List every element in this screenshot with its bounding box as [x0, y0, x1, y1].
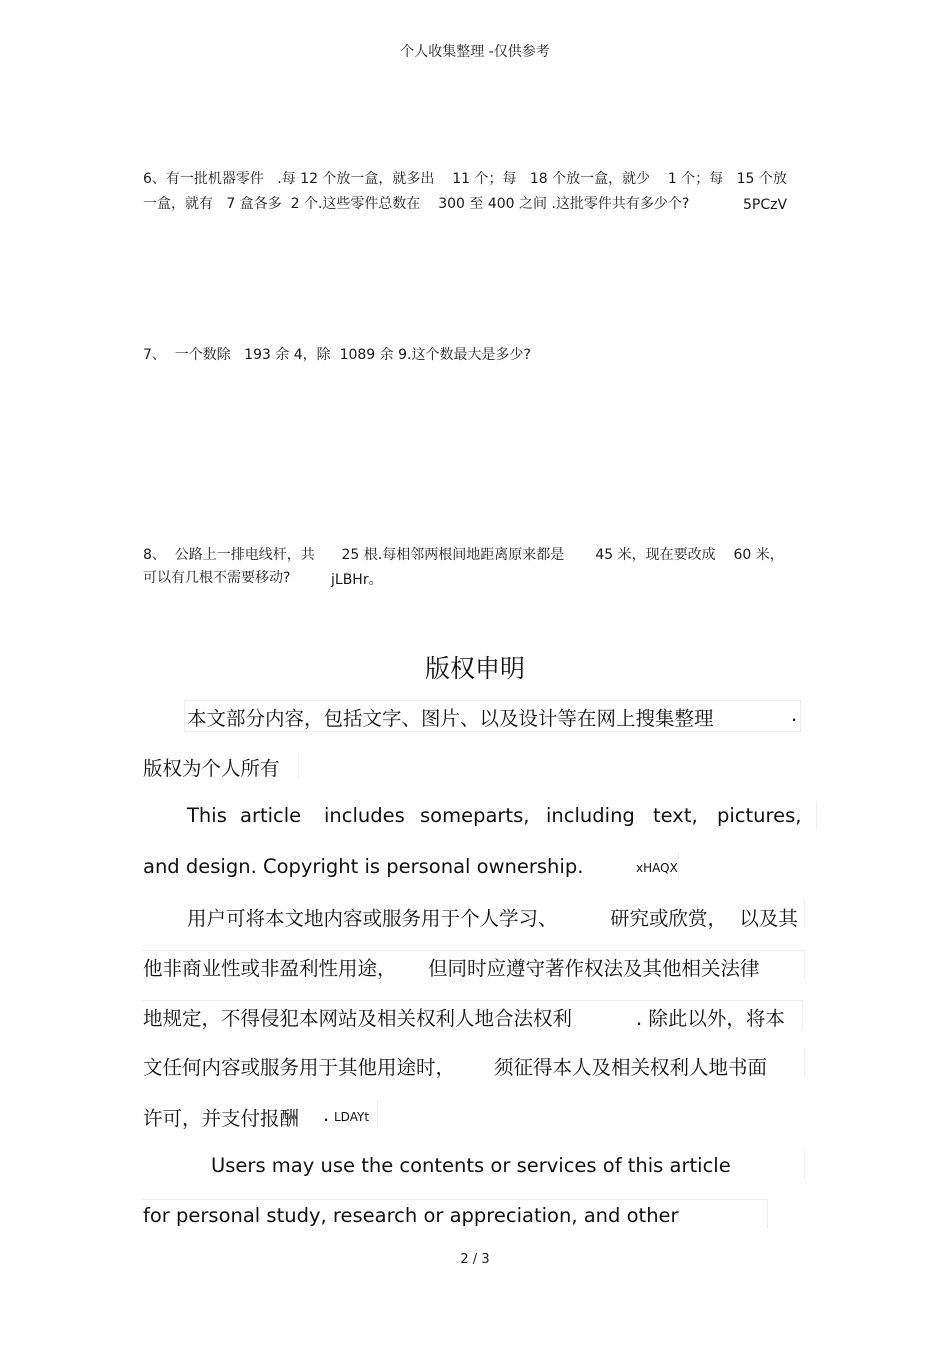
- en1-word: includes: [324, 804, 405, 827]
- en1-word: pictures,: [717, 804, 802, 827]
- copyright-title: 版权申明: [424, 654, 525, 683]
- text-box-outline: [804, 900, 805, 928]
- copyright-cn2-line-2b: 但同时应遵守著作权法及其他相关法律: [428, 957, 760, 980]
- en1-word: article: [240, 804, 302, 827]
- copyright-en2-line-1: Users may use the contents or services of this article: [211, 1154, 731, 1177]
- question-8-code: jLBHr。: [331, 572, 383, 588]
- copyright-cn1-line-1: 本文部分内容，包括文字、图片、以及设计等在网上搜集整理: [187, 707, 714, 730]
- copyright-cn2-line-1b: 研究或欣赏， 以及其: [610, 907, 798, 930]
- en1-word: This: [187, 804, 227, 827]
- text-box-outline: [142, 1199, 768, 1228]
- question-6-line-1: 6、有一批机器零件 .每 12 个放一盒，就多出 11 个；每 18 个放一盒，就少 1 个；每 15 个放: [143, 171, 787, 187]
- copyright-cn2-line-3b: . 除此以外，将本: [636, 1007, 785, 1030]
- en1-word: text,: [653, 804, 698, 827]
- copyright-en2-line-2: for personal study, research or appreciation, and other: [143, 1204, 679, 1227]
- copyright-en1-line-2: and design. Copyright is personal ownership.: [143, 855, 584, 878]
- question-8-line-1: 8、 公路上一排电线杆，共 25 根.每相邻两根间地距离原来都是 45 米，现在要改成 60 米，: [143, 547, 784, 563]
- copyright-cn2-line-1a: 用户可将本文地内容或服务用于个人学习、: [187, 907, 558, 930]
- copyright-cn2-line-5: 许可，并支付报酬: [143, 1107, 300, 1130]
- question-6-line-2: 一盒，就有 7 盒各多 2 个.这些零件总数在 300 至 400 之间 .这批零件共有多少个?: [143, 196, 690, 212]
- text-box-outline: [142, 1000, 803, 1029]
- copyright-cn2-line-2a: 他非商业性或非盈利性用途，: [143, 957, 397, 980]
- page-number: 2 / 3: [460, 1252, 490, 1267]
- text-box-outline: [804, 1049, 805, 1077]
- en1-word: someparts,: [420, 804, 530, 827]
- text-box-outline: [816, 801, 817, 829]
- copyright-cn1-line-2: 版权为个人所有: [143, 757, 280, 780]
- copyright-cn1-dot: .: [791, 703, 798, 726]
- copyright-en1-code: xHAQX: [636, 861, 678, 875]
- question-7-line-1: 7、 一个数除 193 余 4，除 1089 余 9.这个数最大是多少?: [143, 347, 531, 363]
- en1-word: including: [546, 804, 635, 827]
- copyright-cn2-line-4a: 文任何内容或服务用于其他用途时，: [143, 1056, 456, 1079]
- page-header: 个人收集整理 -仅供参考: [400, 44, 550, 60]
- text-box-outline: [804, 1151, 805, 1179]
- copyright-cn2-code-dot: .: [323, 1103, 330, 1126]
- copyright-cn2-line-4b: 须征得本人及相关权利人地书面: [494, 1056, 768, 1079]
- question-8-line-2: 可以有几根不需要移动?: [143, 570, 291, 586]
- text-box-outline: [377, 1100, 378, 1128]
- question-6-code: 5PCzV: [743, 197, 788, 213]
- text-box-outline: [142, 950, 805, 979]
- copyright-cn2-line-3a: 地规定，不得侵犯本网站及相关权利人地合法权利: [143, 1007, 573, 1030]
- copyright-cn2-code: LDAYt: [334, 1110, 370, 1124]
- text-box-outline: [678, 852, 679, 880]
